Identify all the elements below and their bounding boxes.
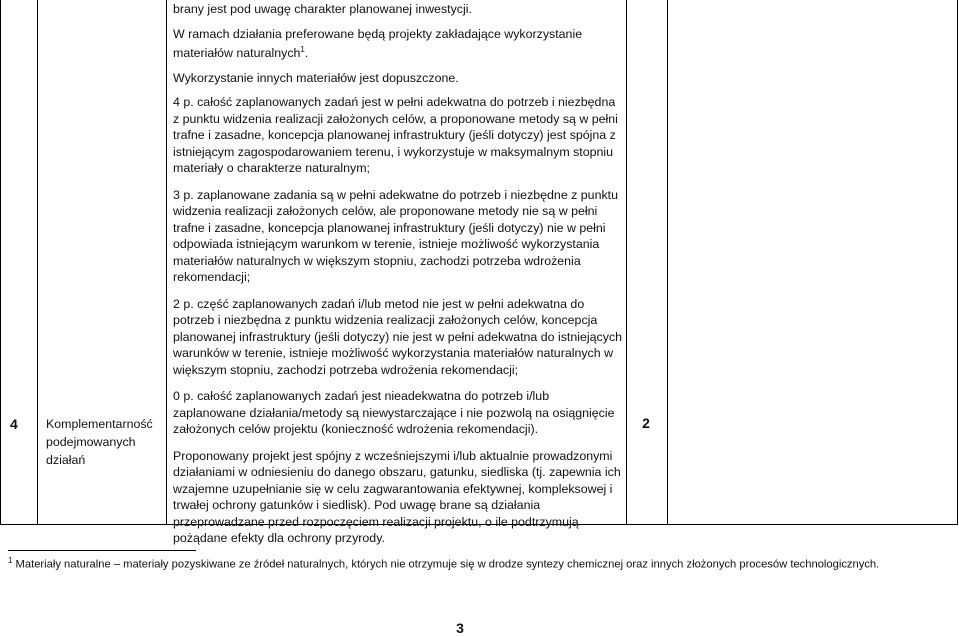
complementarity-description: Proponowany projekt jest spójny z wcześniejszymi i/lub aktualnie prowadzonymi działaniami w odniesieniu do danego obszaru, gatunku, siedliska (tj. zapewnia ich wzajemne uzupełnianie się w celu zagwarantowania efektywnej, kompleksowej i trwałej ochrony gatunków i siedlisk). Pod uwagę brane są działania przeprowadzane przed rozpoczęciem realizacji projektu, o ile podtrzymują pożądane efekty dla ochrony przyrody.	[173, 448, 621, 546]
footnote-separator	[8, 550, 196, 551]
natural-materials-text: W ramach działania preferowane będą projekty zakładające wykorzystanie materiałów naturalnych	[173, 26, 583, 61]
paragraph-investment-character: brany jest pod uwagę charakter planowanej inwestycji.	[173, 2, 472, 16]
score-0-description: 0 p. całość zaplanowanych zadań jest nieadekwatna do potrzeb i/lub zaplanowane działania/metody są niewystarczające i nie pozwolą na osiągnięcie założonych celów projektu (konieczność wdrożenia rekomendacji).	[173, 389, 615, 437]
footnote	[8, 556, 879, 571]
column-divider-criterion	[166, 0, 167, 525]
footnote-mark: 1	[8, 556, 13, 565]
criterion-description	[173, 0, 623, 547]
natural-materials-end: .	[304, 46, 309, 61]
score-2-description: 2 p. część zaplanowanych zadań i/lub metod nie jest w pełni adekwatna do potrzeb i niezbędna z punktu widzenia realizacji założonych celów, koncepcja planowanej infrastruktury (jeśli dotyczy) nie jest w pełni adekwatna do istniejących warunków w terenie, istnieje możliwość wykorzystania materiałów naturalnych w większym stopniu, zachodzi potrzeba wdrożenia rekomendacji;	[173, 296, 623, 377]
score-4-description: 4 p. całość zaplanowanych zadań jest w pełni adekwatna do potrzeb i niezbędna z punktu widzenia realizacji założonych celów, a proponowane metody są w pełni trafne i zasadne, koncepcja planowanej infrastruktury (jeśli dotyczy) jest spójna z istniejącym zagospodarowaniem terenu, i wykorzystuje w maksymalnym stopniu materiały o charakterze naturalnym;	[173, 95, 618, 176]
score-value: 2	[642, 415, 650, 431]
table-border-right	[957, 0, 958, 525]
table-border-left	[0, 0, 1, 525]
row-number: 4	[10, 416, 18, 432]
column-divider-description	[626, 0, 627, 525]
paragraph-other-materials: Wykorzystanie innych materiałów jest dopuszczone.	[173, 70, 459, 85]
footnote-text: Materiały naturalne – materiały pozyskiwane ze źródeł naturalnych, których nie otrzymuje się w drodze syntezy chemicznej oraz innych złożonych procesów technologicznych.	[12, 558, 880, 571]
footnote-ref: 1	[300, 45, 305, 54]
page-number: 3	[456, 620, 464, 636]
paragraph-natural-materials	[173, 26, 623, 62]
criterion-name: Komplementarność podejmowanych działań	[46, 417, 153, 467]
column-divider-number	[37, 0, 38, 525]
score-3-description: 3 p. zaplanowane zadania są w pełni adekwatne do potrzeb i niezbędne z punktu widzenia realizacji założonych celów, ale proponowane metody nie są w pełni trafne i zasadne, koncepcja planowanej infrastruktury (jeśli dotyczy) nie w pełni odpowiada istniejącym warunkom w terenie, istnieje możliwość wykorzystania materiałów naturalnych w większym stopniu, zachodzi potrzeba wdrożenia rekomendacji;	[173, 187, 618, 285]
column-divider-score	[667, 0, 668, 525]
